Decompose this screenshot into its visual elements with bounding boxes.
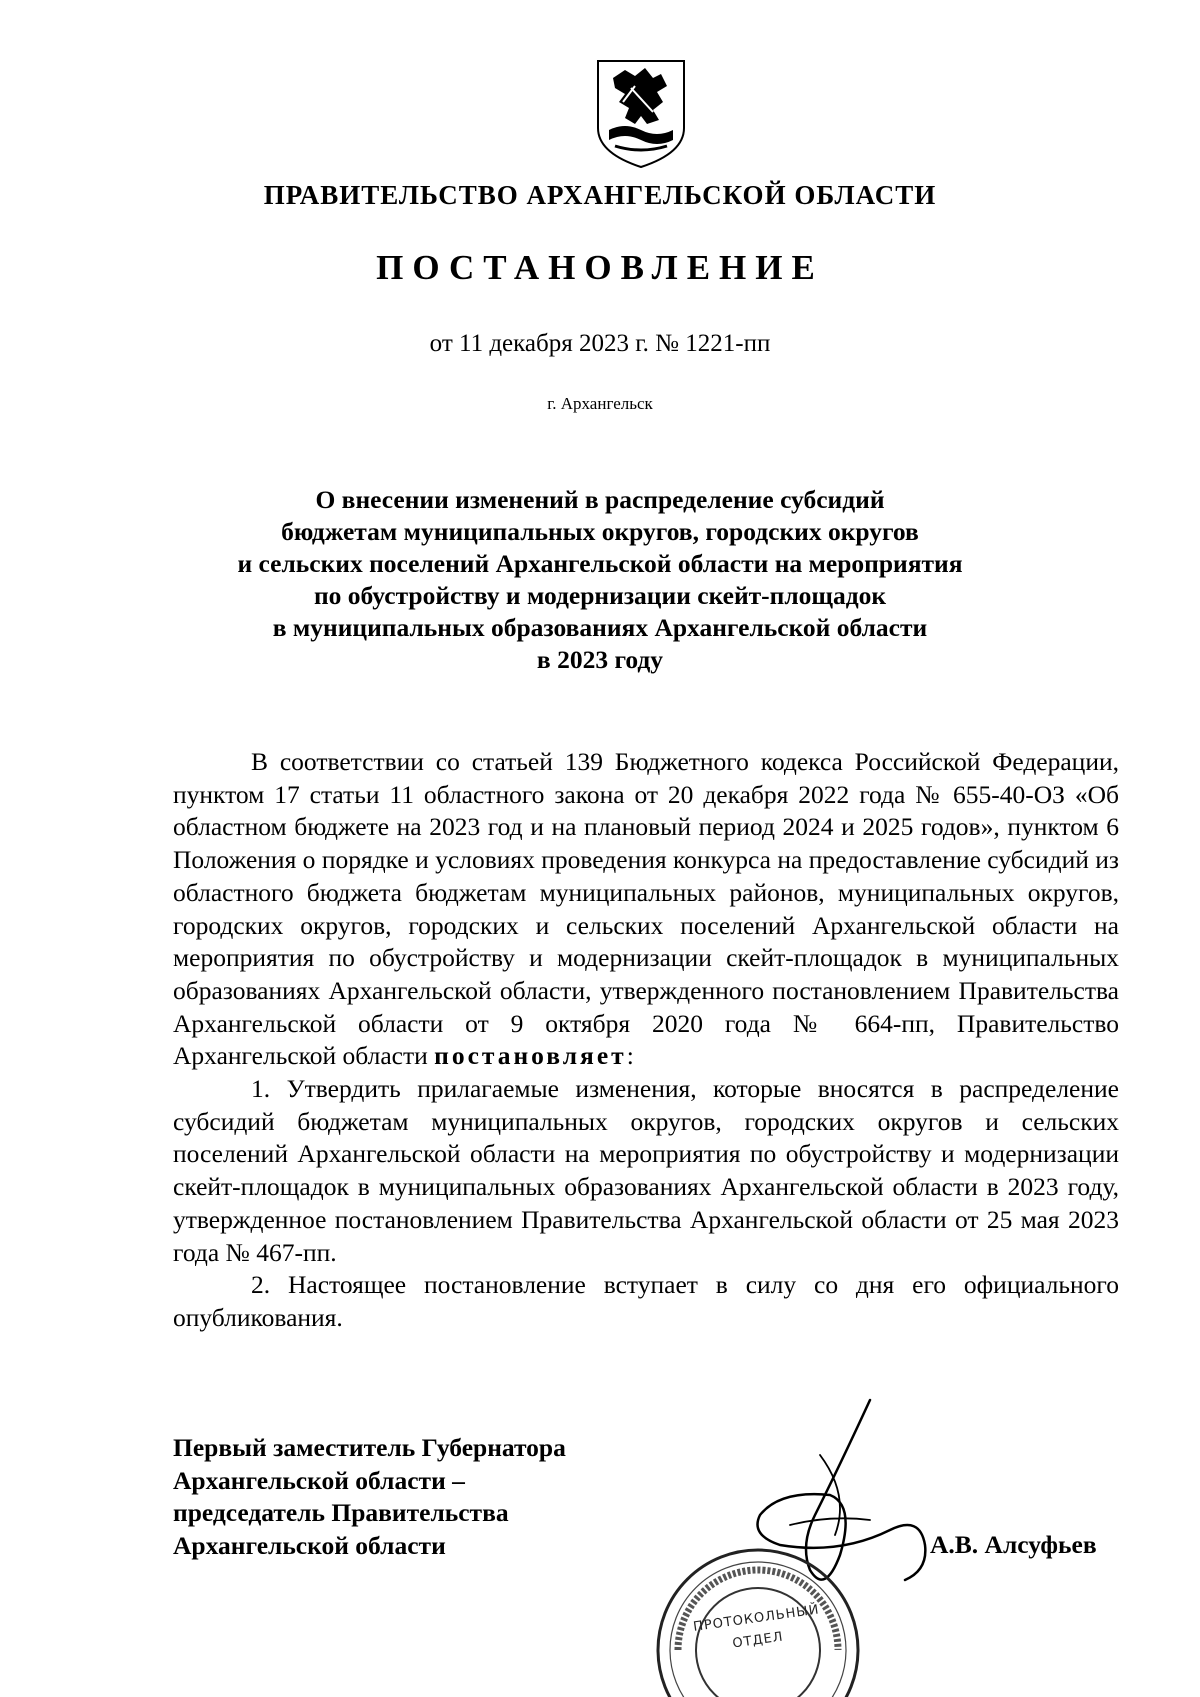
- title-line: бюджетам муниципальных округов, городских округов: [281, 517, 919, 546]
- coat-of-arms-icon: [595, 58, 687, 170]
- position-line: Архангельской области –: [173, 1465, 465, 1495]
- item-paragraph-1: 1. Утвердить прилагаемые изменения, которые вносятся в распределение субсидий бюджетам муниципальных округов, городских округов и сельских поселений Архангельской области на мероприятия по обустройству и модернизации скейт-площадок в муниципальных образованиях Архангельской области в 2023 году, утвержденное постановлением Правительства Архангельской области от 25 мая 2023 года № 467-пп.: [173, 1074, 1119, 1267]
- position-line: председатель Правительства: [173, 1498, 509, 1527]
- document-type: ПОСТАНОВЛЕНИЕ: [376, 248, 824, 287]
- stamp-text-line-1: ПРОТОКОЛЬНЫЙ: [692, 1602, 821, 1635]
- position-line: Архангельской области: [173, 1530, 446, 1560]
- title-line: в муниципальных образованиях Архангельской области: [272, 613, 928, 642]
- position-line: Первый заместитель Губернатора: [173, 1433, 566, 1462]
- signatory-position: [173, 1432, 673, 1562]
- document-body: [173, 746, 1119, 1335]
- item-paragraph-2: 2. Настоящее постановление вступает в силу со дня его официального опубликования.: [173, 1270, 1119, 1332]
- title-line: О внесении изменений в распределение субсидий: [315, 485, 885, 514]
- resolves-word: постановляет: [434, 1041, 627, 1071]
- title-line: и сельских поселений Архангельской области на мероприятия: [237, 549, 963, 578]
- stamp-text-line-2: ОТДЕЛ: [731, 1629, 785, 1652]
- issuing-authority: ПРАВИТЕЛЬСТВО АРХАНГЕЛЬСКОЙ ОБЛАСТИ: [263, 180, 937, 210]
- document-title: [150, 484, 1050, 676]
- resolves-colon: :: [626, 1041, 634, 1071]
- title-line: в 2023 году: [536, 645, 664, 674]
- document-city: г. Архангельск: [547, 394, 653, 413]
- signatory-name: А.В. Алсуфьев: [930, 1530, 1097, 1559]
- title-line: по обустройству и модернизации скейт-площадок: [313, 581, 887, 610]
- preamble-text: В соответствии со статьей 139 Бюджетного кодекса Российской Федерации, пунктом 17 статьи 11 областного закона от 20 декабря 2022 года № 655-40-ОЗ «Об областном бюджете на 2023 год и на плановый период 2024 и 2025 годов», пунктом 6 Положения о порядке и условиях проведения конкурса на предоставление субсидий из областного бюджета бюджетам муниципальных районов, муниципальных округов, городских округов, городских и сельских поселений Архангельской области на мероприятия по обустройству и модернизации скейт-площадок в муниципальных образованиях Архангельской области, утвержденного постановлением Правительства Архангельской области от 9 октября 2020 года № 664-пп, Правительство Архангельской области: [173, 747, 1119, 1071]
- round-seal-stamp-icon: [650, 1540, 865, 1697]
- document-date-number: от 11 декабря 2023 г. № 1221-пп: [429, 330, 771, 357]
- preamble-paragraph: [173, 746, 1119, 1073]
